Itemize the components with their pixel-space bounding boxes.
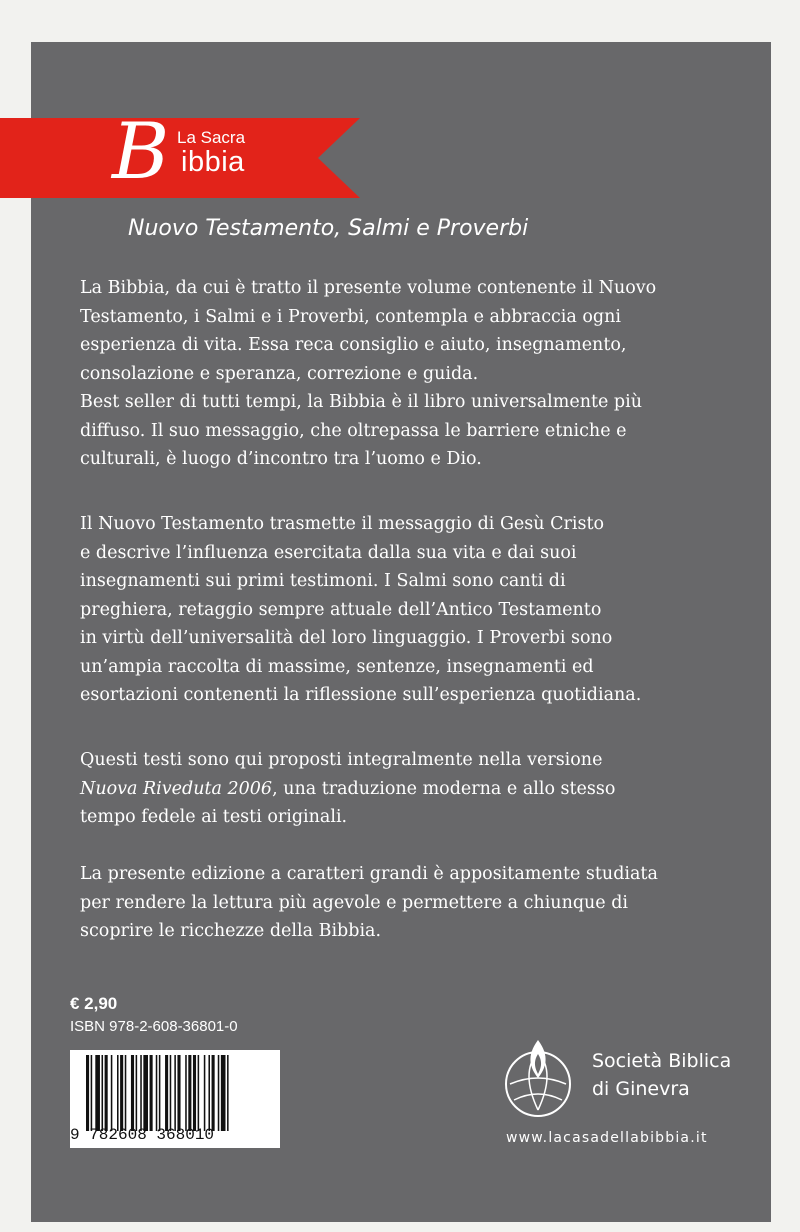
text-line <box>80 775 740 804</box>
text-line: La Bibbia, da cui è tratto il presente volume contenente il Nuovo <box>80 278 657 298</box>
publisher-logo-icon <box>500 1032 580 1122</box>
barcode-bar <box>193 1055 196 1131</box>
barcode-bar <box>140 1055 142 1131</box>
barcode-bar <box>95 1055 100 1131</box>
barcode-bar <box>120 1055 123 1131</box>
barcode-bar <box>185 1055 187 1131</box>
logo-line-bibbia: ibbia <box>181 146 245 178</box>
isbn-label: ISBN 978-2-608-36801-0 <box>70 1018 238 1035</box>
barcode-bar <box>143 1055 148 1131</box>
barcode-bar <box>198 1055 200 1131</box>
text-line: La presente edizione a caratteri grandi è appositamente studiata <box>80 864 658 884</box>
text-line: esperienza di vita. Essa reca consiglio e aiuto, insegnamento, <box>80 335 627 355</box>
barcode-bar <box>227 1055 229 1131</box>
publisher-name-line2: di Ginevra <box>592 1078 690 1100</box>
text-line: preghiera, retaggio sempre attuale dell’Antico Testamento <box>80 599 602 620</box>
barcode-bar <box>165 1055 168 1131</box>
text-line: Il Nuovo Testamento trasmette il messaggio di Gesù Cristo <box>80 514 605 534</box>
text-line: scoprire le ricchezze della Bibbia. <box>80 921 382 941</box>
barcode-bar <box>117 1055 119 1131</box>
version-name: Nuova Riveduta 2006 <box>80 778 273 799</box>
text-line: diffuso. Il suo messaggio, che oltrepassa le barriere etniche e <box>80 420 627 441</box>
text-line: in virtù dell’universalità del loro linguaggio. I Proverbi sono <box>80 628 613 648</box>
text-fragment: , una traduzione moderna e allo stesso <box>272 778 616 799</box>
barcode-number: 9 782608 368010 <box>70 1126 215 1144</box>
barcode-bar <box>105 1055 108 1131</box>
logo-initial: B <box>112 107 170 197</box>
barcode-bar <box>136 1055 138 1131</box>
price-label: € 2,90 <box>70 994 118 1013</box>
barcode-bar <box>212 1055 215 1131</box>
barcode-bar <box>86 1055 89 1131</box>
barcode-bars <box>86 1055 278 1131</box>
text-line: tempo fedele ai testi originali. <box>80 807 348 827</box>
text-line: insegnamenti sui primi testimoni. I Salmi sono canti di <box>80 571 566 591</box>
barcode-bar <box>208 1055 210 1131</box>
text-line: per rendere la lettura più agevole e permettere a chiunque di <box>80 892 629 913</box>
paragraph-version <box>80 746 740 832</box>
text-line: Testamento, i Salmi e i Proverbi, contempla e abbraccia ogni <box>80 306 621 327</box>
text-line: culturali, è luogo d’incontro tra l’uomo e Dio. <box>80 449 482 469</box>
publisher-website: www.lacasadellabibbia.it <box>506 1130 708 1146</box>
barcode-bar <box>131 1055 134 1131</box>
barcode-bar <box>156 1055 158 1131</box>
barcode-bar <box>177 1055 180 1131</box>
barcode-bar <box>218 1055 220 1131</box>
paragraph-contents <box>80 510 740 710</box>
barcode-bar <box>91 1055 93 1131</box>
barcode-bar <box>150 1055 153 1131</box>
barcode <box>70 1050 280 1148</box>
paragraph-edition <box>80 860 740 946</box>
text-line: un’ampia raccolta di massime, sentenze, insegnamenti ed <box>80 656 594 677</box>
text-line: e descrive l’influenza esercitata dalla sua vita e dai suoi <box>80 542 577 563</box>
barcode-bar <box>170 1055 172 1131</box>
publisher-name-line1: Società Biblica <box>592 1050 732 1072</box>
text-line: consolazione e speranza, correzione e guida. <box>80 363 479 384</box>
barcode-bar <box>188 1055 191 1131</box>
text-line: esortazioni contenenti la riflessione sull’esperienza quotidiana. <box>80 685 642 705</box>
barcode-bar <box>159 1055 161 1131</box>
text-line: Best seller di tutti tempi, la Bibbia è il libro universalmente più <box>80 392 642 412</box>
book-subtitle: Nuovo Testamento, Salmi e Proverbi <box>128 216 529 241</box>
paragraph-intro <box>80 274 740 474</box>
barcode-bar <box>221 1055 226 1131</box>
logo-line-la-sacra: La Sacra <box>177 128 246 147</box>
barcode-bar <box>204 1055 206 1131</box>
barcode-bar <box>125 1055 127 1131</box>
text-line: Questi testi sono qui proposti integralmente nella versione <box>80 750 603 770</box>
barcode-bar <box>174 1055 176 1131</box>
barcode-bar <box>102 1055 104 1131</box>
barcode-bar <box>111 1055 113 1131</box>
